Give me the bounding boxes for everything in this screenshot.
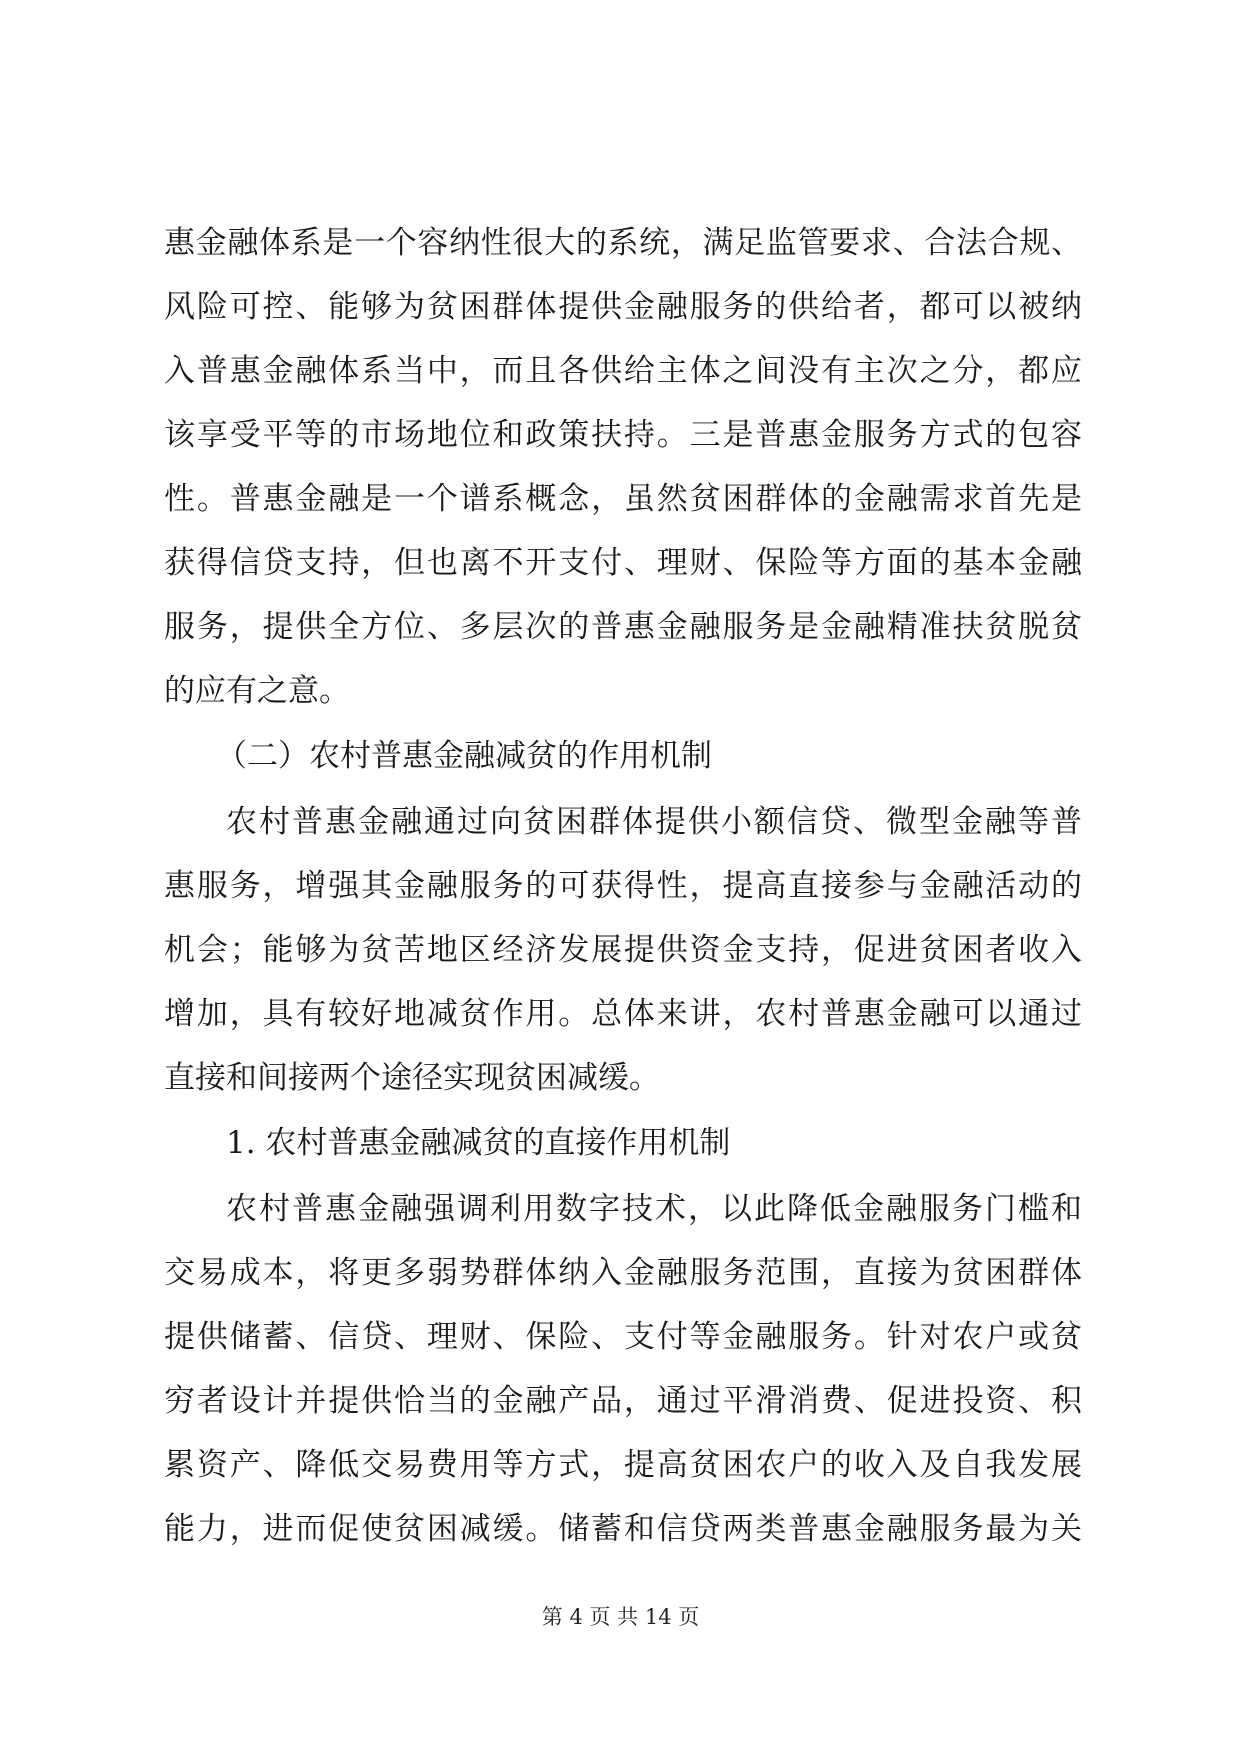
text-line: 的应有之意。 — [164, 673, 350, 709]
text-line: 能力，进而促使贫困减缓。储蓄和信贷两类普惠金融服务最为关 — [164, 1511, 1082, 1547]
text-line: 增加，具有较好地减贫作用。总体来讲，农村普惠金融可以通过 — [164, 996, 1082, 1032]
text-line: 穷者设计并提供恰当的金融产品，通过平滑消费、促进投资、积 — [164, 1383, 1082, 1419]
subsection-heading: 1. 农村普惠金融减贫的直接作用机制 — [226, 1125, 731, 1161]
text-line: 农村普惠金融强调利用数字技术，以此降低金融服务门槛和 — [226, 1191, 1082, 1227]
page-number-footer: 第 4 页 共 14 页 — [541, 1605, 700, 1629]
text-line: 获得信贷支持，但也离不开支付、理财、保险等方面的基本金融 — [164, 545, 1082, 581]
text-line: 服务，提供全方位、多层次的普惠金融服务是金融精准扶贫脱贫 — [164, 609, 1082, 645]
text-line: 累资产、降低交易费用等方式，提高贫困农户的收入及自我发展 — [164, 1447, 1082, 1483]
text-line: 惠服务，增强其金融服务的可获得性，提高直接参与金融活动的 — [164, 868, 1082, 904]
text-line: 入普惠金融体系当中，而且各供给主体之间没有主次之分，都应 — [164, 353, 1082, 389]
section-heading: （二）农村普惠金融减贫的作用机制 — [216, 738, 712, 774]
text-line: 性。普惠金融是一个谱系概念，虽然贫困群体的金融需求首先是 — [164, 481, 1082, 517]
text-line: 风险可控、能够为贫困群体提供金融服务的供给者，都可以被纳 — [164, 289, 1082, 325]
text-line: 农村普惠金融通过向贫困群体提供小额信贷、微型金融等普 — [226, 804, 1082, 840]
text-line: 提供储蓄、信贷、理财、保险、支付等金融服务。针对农户或贫 — [164, 1319, 1082, 1355]
text-line: 直接和间接两个途径实现贫困减缓。 — [164, 1060, 660, 1096]
text-line: 该享受平等的市场地位和政策扶持。三是普惠金服务方式的包容 — [164, 417, 1082, 453]
text-line: 惠金融体系是一个容纳性很大的系统，满足监管要求、合法合规、 — [164, 225, 1082, 261]
text-line: 机会；能够为贫苦地区经济发展提供资金支持，促进贫困者收入 — [164, 932, 1082, 968]
text-line: 交易成本，将更多弱势群体纳入金融服务范围，直接为贫困群体 — [164, 1255, 1082, 1291]
